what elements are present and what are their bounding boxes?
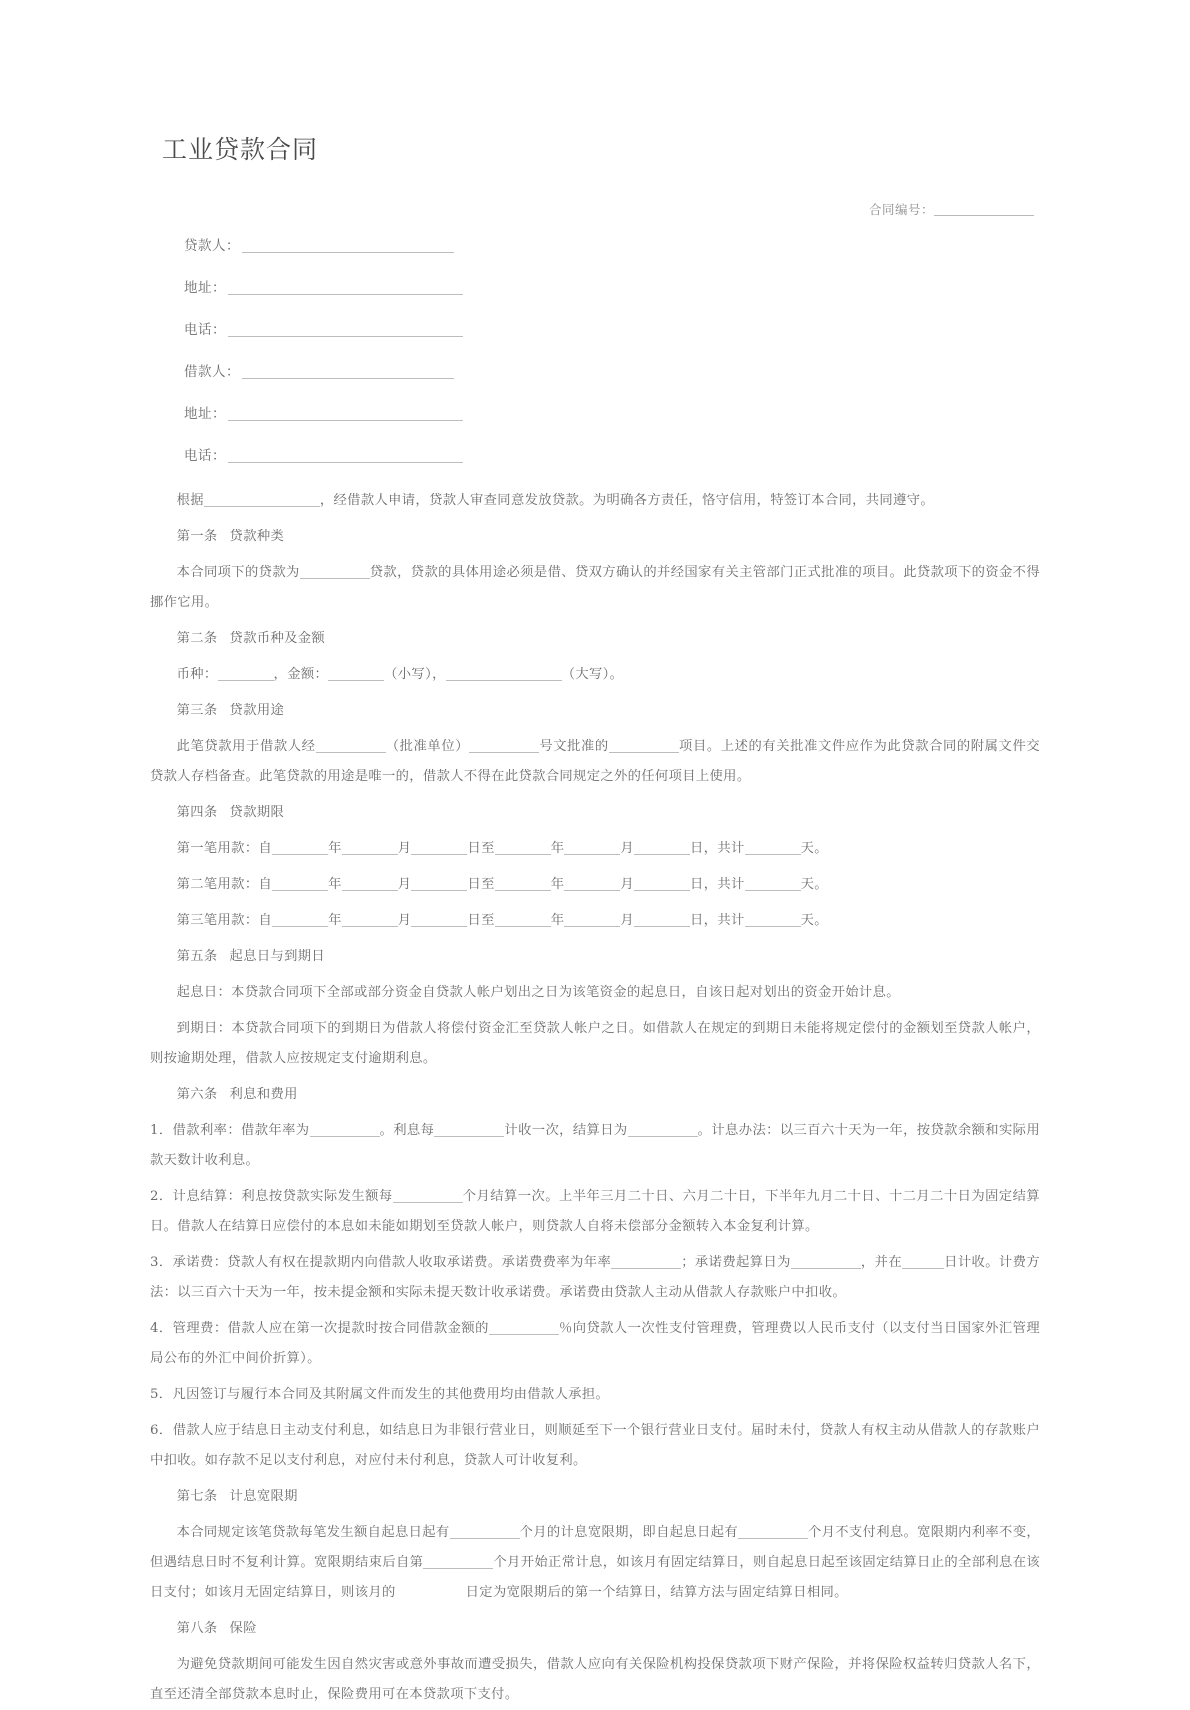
clause-7-body: [150, 1518, 1040, 1608]
clause-8-body: 为避免贷款期间可能发生因自然灾害或意外事故而遭受损失，借款人应向有关保险机构投保贷款项下财产保险，并将保险权益转归贷款人名下，直至还清全部贷款本息时止，保险费用可在本贷款项下支付。: [150, 1657, 1040, 1702]
end-month-blank[interactable]: [564, 876, 620, 891]
end-year-blank[interactable]: [495, 840, 551, 855]
field-borrower-name: [184, 360, 1040, 380]
field-lender-phone: [184, 318, 1040, 338]
field-borrower-phone: [184, 444, 1040, 464]
total-days-blank[interactable]: [745, 876, 801, 891]
clause-2-body: [150, 660, 1040, 690]
clause-3-heading: [150, 696, 1040, 726]
clause-1-text-a: 本合同项下的贷款为: [176, 565, 300, 580]
clause-title: 贷款种类: [229, 529, 285, 544]
unit-day-to: 日至: [467, 877, 495, 892]
item-text-c: 计收一次，结算日为: [504, 1123, 628, 1138]
item-text-b: ；承诺费起算日为: [681, 1255, 791, 1270]
clause-2-text-b: ，金额：: [273, 667, 329, 682]
resume-month-blank[interactable]: [423, 1554, 493, 1569]
approval-unit-blank[interactable]: [316, 738, 386, 753]
unit-year: 年: [328, 841, 342, 856]
unit-month-2: 月: [620, 841, 635, 856]
unit-day-total: 日，共计: [690, 913, 745, 928]
field-label: 地址：: [184, 280, 226, 296]
clause-7-text-d: 个月开始正常计息，如该月有固定结算日，则自起息日起至该固定结算日止的全部利息在该日支付；如该月无固定结算日，则该月的: [150, 1555, 1041, 1600]
clause-7-text-a: 本合同规定该笔贷款每笔发生额自起息日起有: [176, 1525, 450, 1540]
clause-3-text-d: 项目。上述的有关批准文件应作为此贷款合同的附属文件交贷款人存档备查。此笔贷款的用途是唯一的，借款人不得在此贷款合同规定之外的任何项目上使用。: [150, 739, 1040, 784]
project-blank[interactable]: [609, 738, 679, 753]
clause-title: 起息日与到期日: [229, 949, 326, 964]
preamble-blank[interactable]: [204, 492, 320, 507]
currency-blank[interactable]: [218, 666, 274, 681]
field-blank[interactable]: [228, 336, 463, 337]
installment-row-1: [150, 834, 1040, 864]
clause-title: 贷款币种及金额: [229, 631, 326, 646]
installment-label: 第一笔用款：自: [176, 841, 273, 856]
start-day-blank[interactable]: [411, 840, 467, 855]
unit-days: 天。: [800, 841, 828, 856]
field-blank[interactable]: [228, 462, 463, 463]
installment-label: 第三笔用款：自: [176, 913, 273, 928]
end-day-blank[interactable]: [634, 912, 690, 927]
clause-6-item-1: [150, 1116, 1040, 1176]
field-blank[interactable]: [242, 378, 454, 379]
field-lender-name: [184, 234, 1040, 254]
commitment-fee-start-blank[interactable]: [791, 1254, 861, 1269]
contract-number-label: 合同编号：: [868, 202, 934, 217]
unit-day-to: 日至: [467, 841, 495, 856]
start-day-blank[interactable]: [411, 912, 467, 927]
clause-6-item-2: [150, 1182, 1040, 1242]
start-day-blank[interactable]: [411, 876, 467, 891]
clause-2-text-d: （大写）。: [561, 667, 624, 682]
preamble-text-2: ，经借款人申请，贷款人审查同意发放贷款。为明确各方责任，恪守信用，特签订本合同，共同遵守。: [319, 493, 934, 508]
field-borrower-address: [184, 402, 1040, 422]
start-month-blank[interactable]: [342, 876, 398, 891]
party-fields: [150, 234, 1040, 464]
clause-7-text-c: 个月不支付利息。宽限期内利率不变，但遇结息日时不复利计算。宽限期结束后自第: [150, 1525, 1040, 1570]
unit-year: 年: [328, 877, 342, 892]
unit-day-total: 日，共计: [690, 877, 745, 892]
clause-6-heading: [150, 1080, 1040, 1110]
start-year-blank[interactable]: [272, 912, 328, 927]
clause-2-text-c: （小写），: [384, 667, 446, 682]
field-label: 电话：: [184, 448, 226, 464]
contract-number-field: [150, 200, 1034, 218]
clause-2-text-a: 币种：: [176, 667, 218, 682]
contract-number-blank[interactable]: [934, 215, 1034, 216]
installment-label: 第二笔用款：自: [176, 877, 273, 892]
item-text-b: 个月结算一次。上半年三月二十日、六月二十日，下半年九月二十日、十二月二十日为固定结算日。借款人在结算日应偿付的本息如未能如期划至贷款人帐户，则贷款人自将未偿部分金额转入本金复利计算。: [150, 1189, 1041, 1234]
unit-year-2: 年: [550, 841, 565, 856]
item-text-c: ，并在: [860, 1255, 903, 1270]
first-settlement-day-blank[interactable]: [396, 1585, 466, 1599]
unit-month-2: 月: [620, 913, 635, 928]
installment-row-2: [150, 870, 1040, 900]
preamble-text-1: 根据: [176, 493, 204, 508]
unit-month-2: 月: [620, 877, 635, 892]
clause-number: 第八条: [176, 1621, 218, 1636]
end-year-blank[interactable]: [495, 912, 551, 927]
installment-row-3: [150, 906, 1040, 936]
clause-title: 计息宽限期: [229, 1489, 298, 1504]
clause-5-due-date: 到期日：本贷款合同项下的到期日为借款人将偿付资金汇至贷款人帐户之日。如借款人在规定的到期日未能将规定偿付的金额划至贷款人帐户，则按逾期处理，借款人应按规定支付逾期利息。: [150, 1021, 1040, 1066]
clause-7-text-b: 个月的计息宽限期，即自起息日起有: [519, 1525, 738, 1540]
clause-number: 第七条: [176, 1489, 218, 1504]
end-day-blank[interactable]: [634, 840, 690, 855]
unit-month: 月: [397, 841, 412, 856]
clause-1-body: [150, 558, 1040, 618]
clause-3-text-b: （批准单位）: [385, 739, 470, 754]
field-blank[interactable]: [242, 252, 454, 253]
start-month-blank[interactable]: [342, 912, 398, 927]
clause-number: 第六条: [176, 1087, 218, 1102]
settlement-date-blank[interactable]: [628, 1122, 698, 1137]
field-label: 贷款人：: [184, 238, 240, 254]
preamble-paragraph: [150, 486, 1040, 516]
clause-title: 贷款用途: [229, 703, 285, 718]
clause-title: 保险: [229, 1621, 257, 1636]
item-text-a: 1．借款利率：借款年率为: [150, 1123, 310, 1138]
item-text-d: 日计收。计费方法：以三百六十天为一年，按未提金额和实际未提天数计收承诺费。承诺费由贷款人主动从借款人存款账户中扣收。: [150, 1255, 1040, 1300]
field-blank[interactable]: [228, 420, 463, 421]
clause-2-heading: [150, 624, 1040, 654]
clause-number: 第五条: [176, 949, 218, 964]
clause-number: 第四条: [176, 805, 218, 820]
end-month-blank[interactable]: [564, 840, 620, 855]
clause-6-item-6: 6．借款人应于结息日主动支付利息，如结息日为非银行营业日，则顺延至下一个银行营业日支付。届时未付，贷款人有权主动从借款人的存款账户中扣收。如存款不足以支付利息，对应付未付利息，贷款人可计收复利。: [150, 1423, 1040, 1468]
clause-5-start-date: 起息日：本贷款合同项下全部或部分资金自贷款人帐户划出之日为该笔资金的起息日，自该日起对划出的资金开始计息。: [176, 985, 900, 1000]
end-month-blank[interactable]: [564, 912, 620, 927]
total-days-blank[interactable]: [745, 840, 801, 855]
clause-6-item-4: [150, 1314, 1040, 1374]
commitment-fee-rate-blank[interactable]: [611, 1254, 681, 1269]
clause-3-text-a: 此笔贷款用于借款人经: [176, 739, 316, 754]
start-year-blank[interactable]: [272, 840, 328, 855]
field-lender-address: [184, 276, 1040, 296]
clause-5-heading: [150, 942, 1040, 972]
end-year-blank[interactable]: [495, 876, 551, 891]
clause-4-heading: [150, 798, 1040, 828]
clause-8-heading: [150, 1614, 1040, 1644]
unit-days: 天。: [800, 877, 828, 892]
unit-day-total: 日，共计: [690, 841, 745, 856]
clause-6-item-5: 5．凡因签订与履行本合同及其附属文件而发生的其他费用均由借款人承担。: [150, 1387, 610, 1402]
clause-6-item-3: [150, 1248, 1040, 1308]
item-text-a: 2．计息结算：利息按贷款实际发生额每: [150, 1189, 393, 1204]
clause-3-text-c: 号文批准的: [539, 739, 609, 754]
unit-day-to: 日至: [467, 913, 495, 928]
start-year-blank[interactable]: [272, 876, 328, 891]
approval-doc-no-blank[interactable]: [469, 738, 539, 753]
clause-number: 第二条: [176, 631, 218, 646]
clause-number: 第一条: [176, 529, 218, 544]
management-fee-pct-blank[interactable]: [489, 1320, 559, 1335]
clause-number: 第三条: [176, 703, 218, 718]
item-text-d: 。计息办法：以三百六十天为一年，按贷款余额和实际用款天数计收利息。: [150, 1123, 1040, 1168]
grace-no-interest-months-blank[interactable]: [738, 1524, 808, 1539]
interest-period-blank[interactable]: [434, 1122, 504, 1137]
item-text-b: 。利息每: [379, 1123, 435, 1138]
unit-days: 天。: [800, 913, 828, 928]
field-label: 电话：: [184, 322, 226, 338]
clause-3-body: [150, 732, 1040, 792]
unit-month: 月: [397, 877, 412, 892]
settlement-months-blank[interactable]: [393, 1188, 463, 1203]
amount-words-blank[interactable]: [446, 666, 562, 681]
clause-1-text-b: 贷款，贷款的具体用途必须是借、贷双方确认的并经国家有关主管部门正式批准的项目。此贷款项下的资金不得挪作它用。: [150, 565, 1040, 610]
clause-1-heading: [150, 522, 1040, 552]
end-day-blank[interactable]: [634, 876, 690, 891]
page-title: 工业贷款合同: [162, 135, 319, 164]
field-label: 借款人：: [184, 364, 240, 380]
unit-year-2: 年: [550, 877, 565, 892]
start-month-blank[interactable]: [342, 840, 398, 855]
clause-title: 利息和费用: [229, 1087, 298, 1102]
grace-months-blank[interactable]: [450, 1524, 520, 1539]
item-text-a: 3．承诺费：贷款人有权在提款期内向借款人收取承诺费。承诺费费率为年率: [150, 1255, 612, 1270]
clause-7-heading: [150, 1482, 1040, 1512]
total-days-blank[interactable]: [745, 912, 801, 927]
field-label: 地址：: [184, 406, 226, 422]
annual-rate-blank[interactable]: [310, 1122, 380, 1137]
clause-title: 贷款期限: [229, 805, 285, 820]
field-blank[interactable]: [228, 294, 463, 295]
clause-1-blank[interactable]: [300, 564, 370, 579]
item-text-a: 4．管理费：借款人应在第一次提款时按合同借款金额的: [150, 1321, 489, 1336]
amount-figures-blank[interactable]: [328, 666, 384, 681]
unit-year: 年: [328, 913, 342, 928]
item-text-b: ％向贷款人一次性支付管理费，管理费以人民币支付（以支付当日国家外汇管理局公布的外汇中间价折算）。: [150, 1321, 1040, 1366]
unit-month: 月: [397, 913, 412, 928]
commitment-fee-day-blank[interactable]: [902, 1254, 944, 1269]
unit-year-2: 年: [550, 913, 565, 928]
clause-7-text-e: 日定为宽限期后的第一个结算日，结算方法与固定结算日相同。: [465, 1585, 848, 1600]
